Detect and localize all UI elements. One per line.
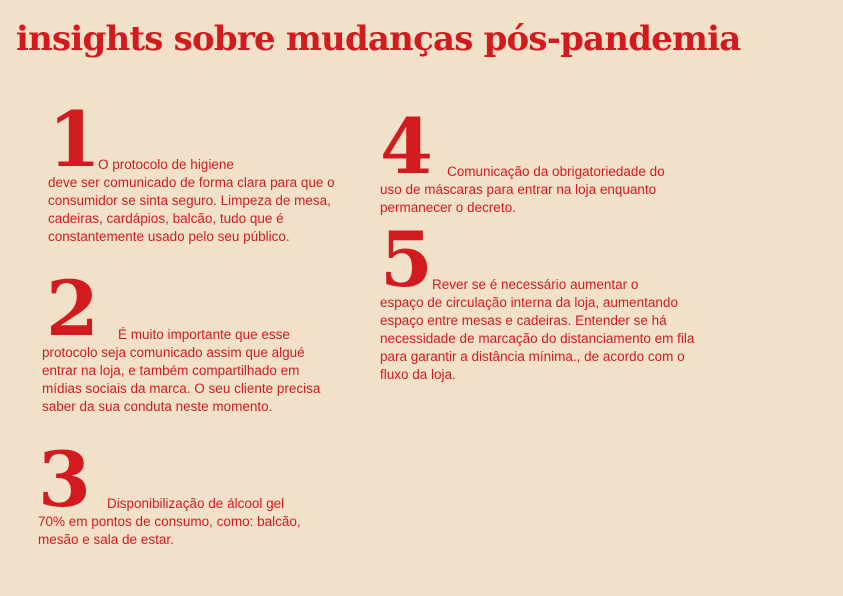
item-text-first-line: Rever se é necessário aumentar o bbox=[432, 277, 639, 292]
item-number: 3 bbox=[38, 435, 91, 524]
item-text-body: protocolo seja comunicado assim que algué entrar na loja, e também compartilhado em mídias sociais da marca. O seu cliente precisa saber da sua conduta neste momento. bbox=[42, 345, 321, 414]
item-number: 4 bbox=[380, 102, 433, 191]
item-number: 2 bbox=[46, 264, 99, 353]
insight-item-4 bbox=[380, 102, 710, 217]
item-text-body: 70% em pontos de consumo, como: balcão, mesão e sala de estar. bbox=[38, 514, 301, 547]
insight-item-3 bbox=[38, 435, 338, 549]
item-text-first-line: Disponibilização de álcool gel bbox=[107, 496, 285, 511]
item-text-body: espaço de circulação interna da loja, aumentando espaço entre mesas e cadeiras. Entender se há necessidade de marcação do distanciamento em fila para garantir a distância mínima., de acordo com o fluxo da loja. bbox=[380, 295, 695, 382]
item-text-body: uso de máscaras para entrar na loja enquanto permanecer o decreto. bbox=[380, 182, 657, 215]
item-text-first-line: Comunicação da obrigatoriedade do bbox=[447, 164, 665, 179]
insight-item-1 bbox=[48, 95, 348, 246]
item-text-first-line: O protocolo de higiene bbox=[98, 157, 234, 172]
insight-item-2 bbox=[42, 264, 342, 416]
insight-item-5 bbox=[380, 215, 710, 384]
item-number: 5 bbox=[380, 215, 433, 304]
page-title: insights sobre mudanças pós-pandemia bbox=[16, 19, 741, 59]
item-number: 1 bbox=[48, 95, 101, 184]
item-text-body: deve ser comunicado de forma clara para que o consumidor se sinta seguro. Limpeza de mesa, cadeiras, cardápios, balcão, tudo que é constantemente usado pelo seu público. bbox=[48, 175, 335, 244]
item-text-first-line: É muito importante que esse bbox=[118, 327, 290, 342]
